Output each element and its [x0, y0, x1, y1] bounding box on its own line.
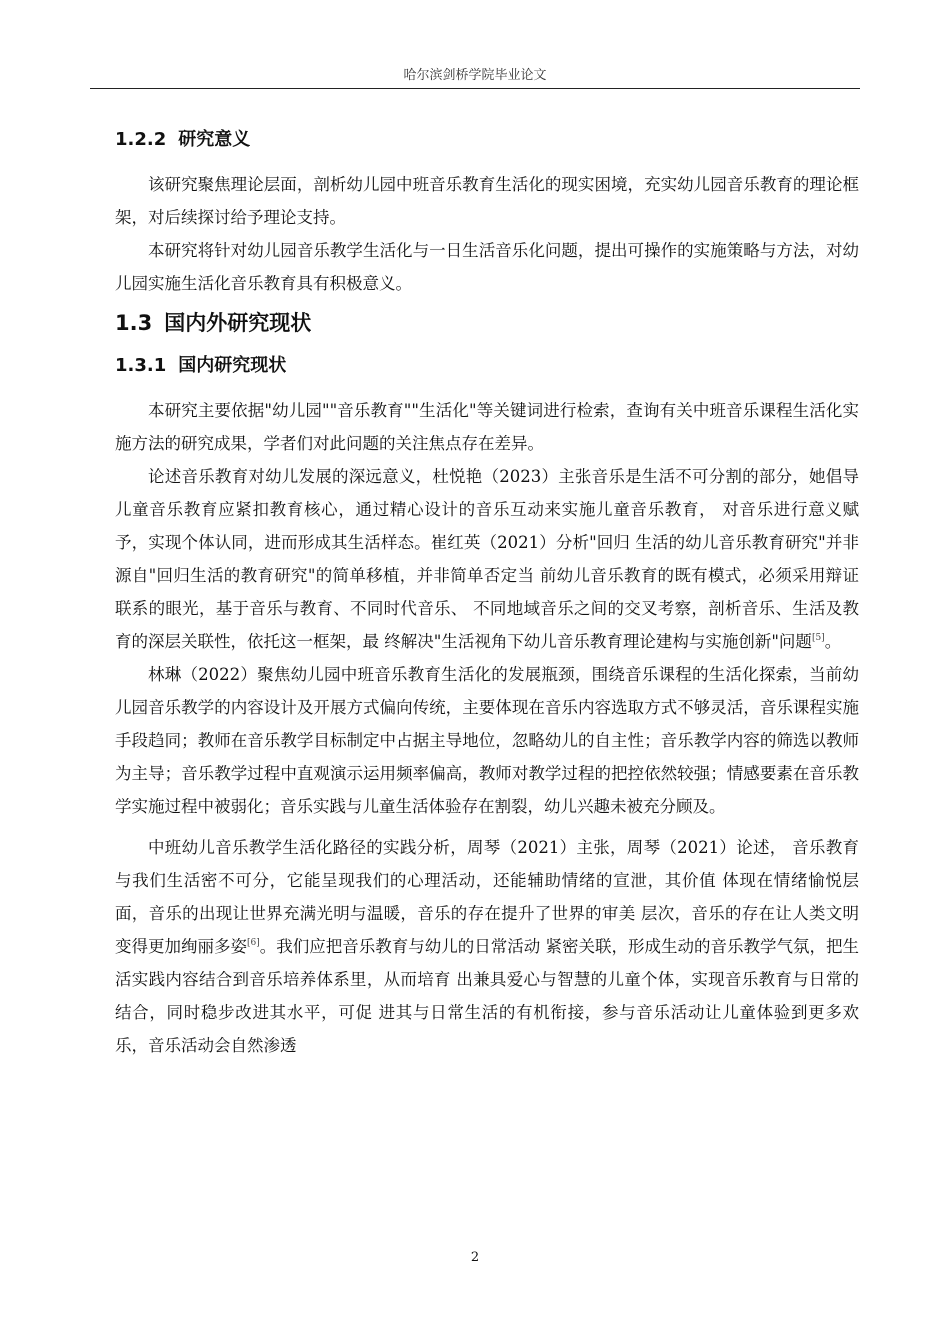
paragraph — [115, 460, 859, 658]
section-title: 国内研究现状 — [178, 355, 287, 376]
paragraph: 林琳（2022）聚焦幼儿园中班音乐教育生活化的发展瓶颈，围绕音乐课程的生活化探索，当前幼儿园音乐教学的内容设计及开展方式偏向传统，主要体现在音乐内容选取方式不够灵活，音乐课程实施手段趋同；教师在音乐教学目标制定中占据主导地位，忽略幼儿的自主性；音乐教学内容的筛选以教师为主导；音乐教学过程中直观演示运用频率偏高，教师对教学过程的把控依然较强；情感要素在音乐教学实施过程中被弱化；音乐实践与儿童生活体验存在割裂，幼儿兴趣未被充分顾及。 — [115, 665, 859, 816]
section-heading-1-3 — [115, 308, 859, 338]
citation-marker[interactable]: [5] — [811, 633, 825, 643]
page-number: 2 — [470, 1250, 480, 1265]
paragraph-text: 。 — [824, 632, 842, 651]
paragraph: 本研究将针对幼儿园音乐教学生活化与一日生活音乐化问题，提出可操作的实施策略与方法，对幼儿园实施生活化音乐教育具有积极意义。 — [115, 241, 859, 293]
running-header: 哈尔滨剑桥学院毕业论文 — [403, 68, 547, 83]
paragraph — [115, 831, 859, 1062]
header-rule — [90, 88, 860, 89]
section-title: 研究意义 — [178, 129, 251, 150]
section-number: 1.3.1 — [115, 355, 167, 376]
paragraph: 该研究聚焦理论层面，剖析幼儿园中班音乐教育生活化的现实困境，充实幼儿园音乐教育的理论框架，对后续探讨给予理论支持。 — [115, 175, 859, 227]
section-number: 1.3 — [115, 311, 153, 335]
section-title: 国内外研究现状 — [164, 311, 312, 335]
paragraph-text: 。我们应把音乐教育与幼儿的日常活动 紧密关联，形成生动的音乐教学气氛，把生活实践内容结合到音乐培养体系里，从而培育 出兼具爱心与智慧的儿童个体，实现音乐教育与日常的结合，同时稳步改进其水平，可促 进其与日常生活的有机衔接，参与音乐活动让儿童体验到更多欢乐，音乐活动会自然渗透 — [115, 937, 859, 1055]
section-heading-1-3-1 — [115, 352, 859, 380]
paragraph-text: 论述音乐教育对幼儿发展的深远意义，杜悦艳（2023）主张音乐是生活不可分割的部分，她倡导儿童音乐教育应紧扣教育核心，通过精心设计的音乐互动来实施儿童音乐教育， 对音乐进行意义赋予，实现个体认同，进而形成其生活样态。崔红英（2021）分析"回归 生活的幼儿音乐教育研究"并非源自"回归生活的教育研究"的简单移植，并非简单否定当 前幼儿音乐教育的既有模式，必须采用辩证联系的眼光，基于音乐与教育、不同时代音乐、 不同地域音乐之间的交叉考察，剖析音乐、生活及教育的深层关联性，依托这一框架，最 终解决"生活视角下幼儿音乐教育理论建构与实施创新"问题 — [115, 467, 859, 651]
paragraph-text: 中班幼儿音乐教学生活化路径的实践分析，周琴（2021）主张，周琴（2021）论述， 音乐教育与我们生活密不可分，它能呈现我们的心理活动，还能辅助情绪的宣泄，其价值 体现在情绪愉悦层面，音乐的出现让世界充满光明与温暖，音乐的存在提升了世界的审美 层次，音乐的存在让人类文明变得更加绚丽多姿 — [115, 838, 859, 956]
section-heading-1-2-2 — [115, 126, 859, 154]
section-number: 1.2.2 — [115, 129, 167, 150]
citation-marker[interactable]: [6] — [247, 938, 260, 948]
paragraph: 本研究主要依据"幼儿园""音乐教育""生活化"等关键词进行检索，查询有关中班音乐课程生活化实施方法的研究成果，学者们对此问题的关注焦点存在差异。 — [115, 401, 859, 453]
body-content — [115, 126, 859, 1062]
